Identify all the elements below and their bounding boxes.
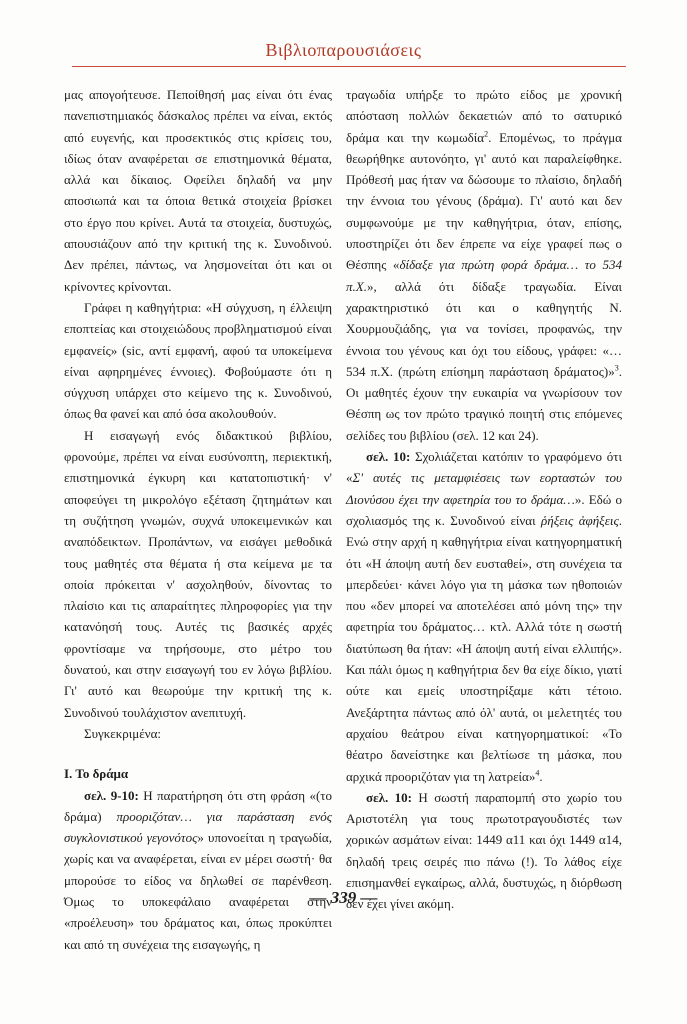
paragraph: Γράφει η καθηγήτρια: «Η σύγχυση, η έλλειψη εποπτείας και στοιχειώδους προβληματισμού είναι εμφανείς» (sic, αντί εμφανή, αφού τα υποκείμενα είναι αφηρημένες έννοιες). Φοβούμαστε ότι η σύγχυση υπάρχει στο κείμενο της κ. Συνοδινού, όπως θα φανεί και από όσα ακολουθούν. — [64, 299, 332, 422]
running-header: Βιβλιοπαρουσιάσεις — [265, 40, 422, 60]
quoted-italic: δίδαξε για πρώτη φορά δράμα… το 534 π.Χ. — [346, 257, 622, 294]
text-run: Η σωστή παραπομπή στο χωρίο του Αριστοτέλη για τους πρωτοτραγουδιστές των χορικών ασμάτων είναι: 1449 α11 και όχι 1449 α14, δηλαδή τρεις σειρές πιο πάνω (!). Το λάθος είχε επισημανθεί εγκαίρως, αλλά, δυστυχώς, η διόρθωση δεν έχει γίνει ακόμη. — [346, 789, 622, 912]
page-number: — 339 — — [309, 888, 378, 907]
text-run: . Ενώ στην αρχή η καθηγήτρια είναι κατηγορηματική ότι «Η άποψη αυτή δεν ευσταθεί», στη συνέχεια τα μπερδεύει· κάνει λόγο για τη μάσκα των ηθοποιών που «δεν μπορεί να αποτελέσει από μόνη της» την αφετηρία του δράματος… κτλ. Αλλά τότε η σωστή διατύπωση θα ήταν: «Η άποψη αυτή είναι ελλιπής». Και πάλι όμως η καθηγήτρια δεν θα είχε δίκιο, γιατί ούτε και εμείς υποστηρίξαμε κάτι τέτοιο. Ανεξάρτητα πάντως από όλ' αυτά, οι μελετητές του αρχαίου θεάτρου είναι κατηγορηματικοί: «Το θέατρο δανείστηκε και βελτίωσε τη μάσκα, που αρχικά προοριζόταν για τη λατρεία» — [346, 512, 622, 784]
footnote-marker: 3 — [614, 363, 619, 373]
header-rule — [72, 66, 626, 67]
text-run: . Επομένως, το πράγμα θεωρήθηκε αυτονόητο, γι' αυτό και παραλείφθηκε. Πρόθεσή μας ήταν να δώσουμε το πλαίσιο, δηλαδή την έννοια του γένους (δράμα). Γι' αυτό και δεν συμφωνούμε με την καθηγήτρια, όταν, επίσης, υποστηρίζει ότι δεν έπρεπε να είχε γραφεί πως ο Θέσπης « — [346, 129, 622, 273]
page-ref-label: σελ. 10: — [366, 449, 411, 465]
left-column — [64, 84, 332, 955]
quoted-italic: Σ' αυτές τις μεταμφιέσεις των εορταστών του Διονύσου έχει την αφετηρία του το δράμα… — [346, 470, 622, 507]
text-run: ». Εδώ ο σχολιασμός της κ. Συνοδινού είναι — [346, 491, 622, 528]
text-run: Σχολιάζεται κατόπιν το γραφόμενο ότι « — [346, 449, 622, 486]
right-column — [346, 84, 622, 915]
text-run: . Οι μαθητές έχουν την ευκαιρία να γνωρίσουν τον Θέσπη ως τον πρώτο τραγικό ποιητή στις επόμενες σελίδες του βιβλίου (σελ. 12 και 24). — [346, 363, 622, 443]
section-heading: Ι. Το δράμα — [64, 766, 129, 782]
paragraph: μας απογοήτευσε. Πεποίθησή μας είναι ότι ένας πανεπιστημιακός δάσκαλος πρέπει να είναι, εκτός από ευγενής, και προσεκτικός στις κρίσεις του, ιδίως όταν αναφέρεται σε επιστημονικά θέματα, αλλά και δίκαιος. Οφείλει δηλαδή να μην αποσιωπά και τα όποια θετικά στοιχεία βρίσκει στο έργο που κρίνει. Αυτά τα στοιχεία, δυστυχώς, απουσιάζουν από την κριτική της κ. Συνοδινού. Δεν πρέπει, πάντως, να λησμονείται ότι και οι κρίνοντες κρίνονται. — [64, 87, 332, 294]
footnote-marker: 4 — [535, 768, 540, 778]
quoted-italic: ῥήξεις ἀφήξεις — [541, 512, 619, 528]
page-ref-label: σελ. 9-10: — [84, 787, 139, 803]
paragraph — [346, 446, 622, 787]
page-ref-label: σελ. 10: — [366, 789, 413, 805]
paragraph: Η εισαγωγή ενός διδακτικού βιβλίου, φρονούμε, πρέπει να είναι ευσύνοπτη, περιεκτική, επιστημονικά έγκυρη και κατατοπιστική· ν' αποφεύγει τη μικρολόγο εξέταση ζητημάτων και τη συζήτηση γνωμών, συχνά υποκειμενικών και αναπόδεικτων. Προπάντων, να εισάγει μεθοδικά τους μαθητές στα θέματα ή στα κείμενα με τα οποία πρόκειται ν' ασχοληθούν, δίνοντας το πλαίσιο και τις απαραίτητες πληροφορίες για την κατανόησή τους. Αυτές τις βασικές αρχές φροντίσαμε να τηρήσουμε, στο μέτρο του δυνατού, και στην εισαγωγή του εν λόγω βιβλίου. Γι' αυτό και θεωρούμε την κριτική της κ. Συνοδινού τουλάχιστον ανεπιτυχή. — [64, 427, 332, 720]
text-run: τραγωδία υπήρξε το πρώτο είδος με χρονική απόσταση πολλών δεκαετιών από το σατυρικό δράμα και την κωμωδία — [346, 87, 622, 145]
text-run: . — [539, 768, 543, 784]
text-run: Η παρατήρηση ότι στη φράση «(το δράμα) — [64, 787, 333, 824]
text-run: », αλλά ότι δίδαξε τραγωδία. Είναι χαρακτηριστικό ότι και ο καθηγητής Ν. Χουρμουζιάδης, για να τονίσει, προφανώς, την έννοια του γένους και όχι του είδους, γράφει: «…534 π.Χ. (πρώτη επίσημη παράσταση δράματος)» — [346, 278, 622, 379]
text-run: » υπονοείται η τραγωδία, χωρίς και να αναφέρεται, είναι εν μέρει σωστή· θα μπορούσε το είδος να δηλωθεί σε παρένθεση. Όμως το υποκεφάλαιο αναφέρεται στην «προέλευση» του δράματος και, όπως προκύπτει και από τη συνέχεια της εισαγωγής, η — [64, 830, 332, 952]
paragraph: Συγκεκριμένα: — [84, 725, 162, 741]
quoted-italic: προοριζόταν… για παράσταση ενός συγκλονιστικού γεγονότος — [64, 808, 332, 846]
paragraph — [346, 84, 622, 446]
paragraph — [64, 785, 332, 955]
footnote-marker: 2 — [484, 129, 489, 139]
